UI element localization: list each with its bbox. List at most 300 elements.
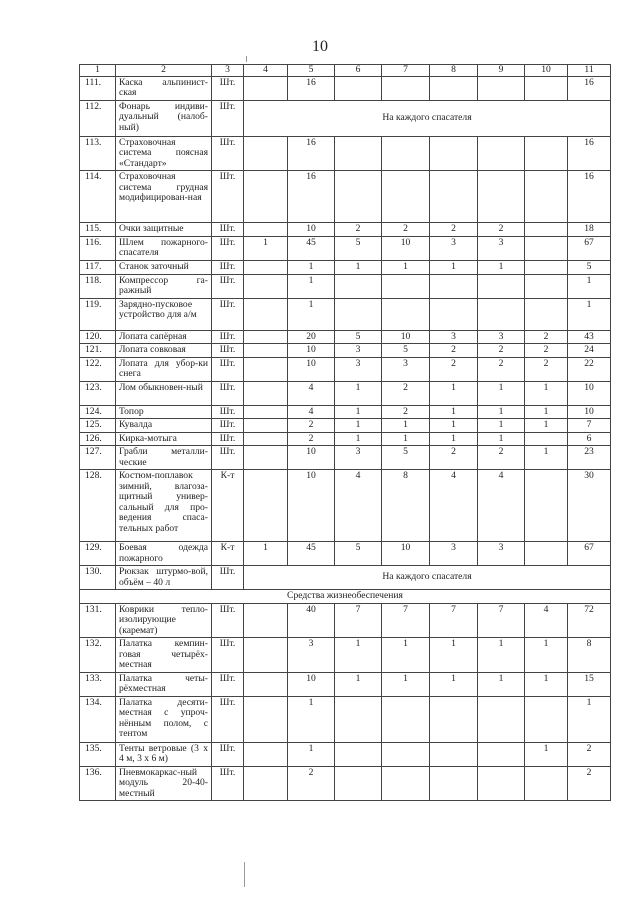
unit-cell: Шт. (212, 357, 244, 381)
quantity-cell: 10 (382, 542, 430, 566)
quantity-cell (430, 742, 478, 766)
table-section (80, 590, 611, 604)
item-name: Страховочная система грудная модифицирован-ная (116, 171, 212, 223)
quantity-cell (525, 298, 568, 330)
quantity-cell: 2 (478, 357, 525, 381)
quantity-cell (478, 766, 525, 801)
quantity-cell (525, 274, 568, 298)
page-number: 10 (312, 38, 328, 55)
quantity-cell: 2 (525, 330, 568, 344)
quantity-cell (244, 274, 288, 298)
unit-cell: Шт. (212, 274, 244, 298)
item-name: Фонарь индиви-дуальный (налоб-ный) (116, 100, 212, 136)
quantity-cell: 10 (288, 357, 335, 381)
quantity-cell: 20 (288, 330, 335, 344)
quantity-cell: 4 (288, 381, 335, 405)
quantity-cell (525, 76, 568, 100)
quantity-cell: 16 (288, 76, 335, 100)
header-cell: 5 (288, 65, 335, 77)
table-row (80, 405, 611, 419)
header-cell: 9 (478, 65, 525, 77)
quantity-cell: 7 (335, 603, 382, 638)
unit-cell: Шт. (212, 381, 244, 405)
quantity-cell: 1 (478, 432, 525, 446)
quantity-cell: 1 (525, 381, 568, 405)
total-cell: 2 (568, 742, 611, 766)
unit-cell: Шт. (212, 638, 244, 673)
table-row (80, 236, 611, 260)
table-row (80, 603, 611, 638)
quantity-cell (525, 223, 568, 237)
quantity-cell: 1 (525, 419, 568, 433)
quantity-cell: 1 (430, 672, 478, 696)
item-name: Лопата сапёрная (116, 330, 212, 344)
quantity-cell (335, 298, 382, 330)
row-number: 119. (80, 298, 116, 330)
inventory-table (79, 64, 611, 801)
quantity-cell: 4 (525, 603, 568, 638)
quantity-cell: 1 (288, 298, 335, 330)
quantity-cell: 3 (382, 357, 430, 381)
quantity-cell: 1 (430, 381, 478, 405)
quantity-cell: 3 (430, 330, 478, 344)
quantity-cell (335, 274, 382, 298)
table-row (80, 260, 611, 274)
quantity-cell: 3 (430, 236, 478, 260)
quantity-cell: 10 (288, 223, 335, 237)
table-row (80, 470, 611, 542)
quantity-cell: 1 (430, 432, 478, 446)
quantity-cell: 2 (525, 357, 568, 381)
quantity-cell: 1 (244, 542, 288, 566)
row-number: 134. (80, 696, 116, 742)
quantity-cell: 10 (288, 446, 335, 470)
quantity-cell: 2 (478, 223, 525, 237)
quantity-cell: 1 (335, 672, 382, 696)
row-number: 122. (80, 357, 116, 381)
quantity-cell: 2 (430, 223, 478, 237)
total-cell: 22 (568, 357, 611, 381)
quantity-cell: 10 (288, 470, 335, 542)
total-cell: 16 (568, 171, 611, 223)
quantity-cell (382, 298, 430, 330)
quantity-cell (244, 696, 288, 742)
total-cell: 24 (568, 344, 611, 358)
quantity-cell: 1 (525, 742, 568, 766)
quantity-cell: 5 (382, 446, 430, 470)
quantity-cell: 1 (335, 419, 382, 433)
quantity-cell: 1 (382, 260, 430, 274)
header-cell: 3 (212, 65, 244, 77)
unit-cell: Шт. (212, 419, 244, 433)
table-row (80, 298, 611, 330)
total-cell: 15 (568, 672, 611, 696)
quantity-cell: 1 (478, 638, 525, 673)
item-name: Рюкзак штурмо-вой, объём – 40 л (116, 566, 212, 590)
quantity-cell (244, 638, 288, 673)
table-row (80, 171, 611, 223)
total-cell: 67 (568, 236, 611, 260)
unit-cell: Шт. (212, 603, 244, 638)
unit-cell: Шт. (212, 742, 244, 766)
item-name: Станок заточный (116, 260, 212, 274)
table-row (80, 136, 611, 171)
row-number: 131. (80, 603, 116, 638)
header-cell: 11 (568, 65, 611, 77)
quantity-cell: 10 (288, 672, 335, 696)
quantity-cell (244, 766, 288, 801)
row-number: 118. (80, 274, 116, 298)
quantity-cell: 5 (335, 236, 382, 260)
per-rescuer-note: На каждого спасателя (244, 566, 611, 590)
quantity-cell: 3 (430, 542, 478, 566)
quantity-cell (244, 603, 288, 638)
quantity-cell (430, 274, 478, 298)
item-name: Пневмокаркас-ный модуль 20-40-местный (116, 766, 212, 801)
table-row (80, 381, 611, 405)
quantity-cell (244, 260, 288, 274)
unit-cell: Шт. (212, 766, 244, 801)
quantity-cell: 5 (335, 330, 382, 344)
quantity-cell: 1 (288, 742, 335, 766)
quantity-cell: 1 (382, 419, 430, 433)
unit-cell: Шт. (212, 298, 244, 330)
quantity-cell (478, 76, 525, 100)
table-body-equipment (80, 65, 611, 590)
row-number: 136. (80, 766, 116, 801)
quantity-cell: 4 (478, 470, 525, 542)
table-row (80, 432, 611, 446)
quantity-cell: 7 (430, 603, 478, 638)
quantity-cell: 1 (525, 405, 568, 419)
quantity-cell: 7 (382, 603, 430, 638)
quantity-cell: 1 (335, 381, 382, 405)
quantity-cell: 1 (525, 638, 568, 673)
quantity-cell: 1 (244, 236, 288, 260)
item-name: Палатка кемпин-говая четырёх-местная (116, 638, 212, 673)
quantity-cell: 1 (478, 419, 525, 433)
table-row (80, 638, 611, 673)
total-cell: 30 (568, 470, 611, 542)
item-name: Коврики тепло-изолирующие (каремат) (116, 603, 212, 638)
quantity-cell (525, 260, 568, 274)
unit-cell: Шт. (212, 223, 244, 237)
unit-cell: К-т (212, 470, 244, 542)
row-number: 135. (80, 742, 116, 766)
total-cell: 5 (568, 260, 611, 274)
quantity-cell (244, 419, 288, 433)
row-number: 113. (80, 136, 116, 171)
quantity-cell (525, 171, 568, 223)
table-row (80, 446, 611, 470)
quantity-cell (525, 696, 568, 742)
quantity-cell (382, 274, 430, 298)
unit-cell: Шт. (212, 405, 244, 419)
quantity-cell: 3 (288, 638, 335, 673)
quantity-cell: 1 (430, 405, 478, 419)
quantity-cell: 1 (525, 672, 568, 696)
row-number: 128. (80, 470, 116, 542)
table-row (80, 672, 611, 696)
quantity-cell: 1 (478, 381, 525, 405)
quantity-cell: 3 (335, 344, 382, 358)
item-name: Тенты ветровые (3 х 4 м, 3 х 6 м) (116, 742, 212, 766)
total-cell: 2 (568, 766, 611, 801)
total-cell: 16 (568, 76, 611, 100)
quantity-cell (335, 76, 382, 100)
table-row (80, 696, 611, 742)
quantity-cell: 2 (478, 344, 525, 358)
row-number: 133. (80, 672, 116, 696)
quantity-cell (244, 446, 288, 470)
quantity-cell (244, 470, 288, 542)
quantity-cell (335, 766, 382, 801)
quantity-cell (382, 742, 430, 766)
quantity-cell (382, 76, 430, 100)
quantity-cell: 3 (335, 357, 382, 381)
quantity-cell: 1 (382, 432, 430, 446)
item-name: Костюм-поплавок зимний, влагоза-щитный универ-сальный для про-ведения спаса-тельных работ (116, 470, 212, 542)
quantity-cell: 5 (382, 344, 430, 358)
item-name: Компрессор га-ражный (116, 274, 212, 298)
item-name: Палатка четы-рёхместная (116, 672, 212, 696)
total-cell: 1 (568, 274, 611, 298)
quantity-cell: 1 (288, 696, 335, 742)
quantity-cell (244, 76, 288, 100)
total-cell: 8 (568, 638, 611, 673)
quantity-cell: 1 (335, 405, 382, 419)
quantity-cell: 45 (288, 236, 335, 260)
total-cell: 6 (568, 432, 611, 446)
quantity-cell: 2 (478, 446, 525, 470)
quantity-cell (244, 742, 288, 766)
quantity-cell: 1 (430, 419, 478, 433)
unit-cell: Шт. (212, 432, 244, 446)
item-name: Очки защитные (116, 223, 212, 237)
table-body-life-support (80, 603, 611, 801)
quantity-cell: 2 (430, 344, 478, 358)
unit-cell: Шт. (212, 236, 244, 260)
quantity-cell: 7 (478, 603, 525, 638)
quantity-cell: 1 (478, 260, 525, 274)
unit-cell: Шт. (212, 76, 244, 100)
row-number: 117. (80, 260, 116, 274)
item-name: Кувалда (116, 419, 212, 433)
quantity-cell: 2 (382, 381, 430, 405)
row-number: 116. (80, 236, 116, 260)
quantity-cell (335, 136, 382, 171)
item-name: Боевая одежда пожарного (116, 542, 212, 566)
quantity-cell: 2 (525, 344, 568, 358)
quantity-cell (244, 330, 288, 344)
quantity-cell (430, 136, 478, 171)
row-number: 123. (80, 381, 116, 405)
total-cell: 16 (568, 136, 611, 171)
table-row (80, 76, 611, 100)
quantity-cell (478, 742, 525, 766)
total-cell: 67 (568, 542, 611, 566)
row-number: 112. (80, 100, 116, 136)
scan-mark-bottom (244, 862, 245, 887)
quantity-cell: 4 (430, 470, 478, 542)
unit-cell: Шт. (212, 171, 244, 223)
quantity-cell: 45 (288, 542, 335, 566)
row-number: 126. (80, 432, 116, 446)
item-name: Кирка-мотыга (116, 432, 212, 446)
row-number: 125. (80, 419, 116, 433)
quantity-cell (335, 696, 382, 742)
quantity-cell (430, 696, 478, 742)
quantity-cell: 10 (288, 344, 335, 358)
quantity-cell: 10 (382, 236, 430, 260)
quantity-cell (244, 171, 288, 223)
quantity-cell (382, 766, 430, 801)
quantity-cell: 1 (288, 260, 335, 274)
table-row (80, 742, 611, 766)
unit-cell: Шт. (212, 260, 244, 274)
quantity-cell (382, 136, 430, 171)
quantity-cell (478, 696, 525, 742)
quantity-cell: 1 (430, 638, 478, 673)
quantity-cell: 3 (478, 542, 525, 566)
quantity-cell: 2 (288, 432, 335, 446)
quantity-cell: 2 (430, 446, 478, 470)
quantity-cell (525, 766, 568, 801)
table-row (80, 766, 611, 801)
quantity-cell (335, 742, 382, 766)
quantity-cell: 4 (335, 470, 382, 542)
item-name: Страховочная система поясная «Стандарт» (116, 136, 212, 171)
quantity-cell: 3 (478, 330, 525, 344)
unit-cell: Шт. (212, 344, 244, 358)
header-cell: 7 (382, 65, 430, 77)
quantity-cell: 10 (382, 330, 430, 344)
quantity-cell: 1 (478, 405, 525, 419)
quantity-cell: 1 (525, 446, 568, 470)
item-name: Лопата для убор-ки снега (116, 357, 212, 381)
quantity-cell (335, 171, 382, 223)
quantity-cell: 4 (288, 405, 335, 419)
item-name: Палатка десяти-местная с упроч-нённым полом, с тентом (116, 696, 212, 742)
row-number: 124. (80, 405, 116, 419)
row-number: 130. (80, 566, 116, 590)
total-cell: 10 (568, 405, 611, 419)
quantity-cell (478, 274, 525, 298)
unit-cell: К-т (212, 542, 244, 566)
quantity-cell (244, 344, 288, 358)
header-cell: 1 (80, 65, 116, 77)
quantity-cell (478, 171, 525, 223)
table-row (80, 357, 611, 381)
quantity-cell: 2 (382, 405, 430, 419)
table-row (80, 344, 611, 358)
quantity-cell (430, 766, 478, 801)
quantity-cell (244, 136, 288, 171)
header-cell: 4 (244, 65, 288, 77)
table-row (80, 100, 611, 136)
total-cell: 18 (568, 223, 611, 237)
unit-cell: Шт. (212, 446, 244, 470)
per-rescuer-note: На каждого спасателя (244, 100, 611, 136)
quantity-cell: 5 (335, 542, 382, 566)
item-name: Лом обыкновен-ный (116, 381, 212, 405)
quantity-cell: 3 (478, 236, 525, 260)
item-name: Топор (116, 405, 212, 419)
header-row (80, 65, 611, 77)
quantity-cell: 40 (288, 603, 335, 638)
quantity-cell (382, 171, 430, 223)
header-cell: 10 (525, 65, 568, 77)
quantity-cell: 2 (430, 357, 478, 381)
quantity-cell (525, 236, 568, 260)
quantity-cell (244, 357, 288, 381)
quantity-cell (478, 298, 525, 330)
table-row (80, 330, 611, 344)
quantity-cell (244, 223, 288, 237)
item-name: Шлем пожарного-спасателя (116, 236, 212, 260)
quantity-cell: 2 (335, 223, 382, 237)
quantity-cell (478, 136, 525, 171)
row-number: 115. (80, 223, 116, 237)
section-title: Средства жизнеобеспечения (80, 590, 611, 604)
quantity-cell: 2 (288, 766, 335, 801)
quantity-cell (244, 405, 288, 419)
scan-mark-top (246, 56, 247, 62)
header-cell: 8 (430, 65, 478, 77)
item-name: Лопата совковая (116, 344, 212, 358)
unit-cell: Шт. (212, 672, 244, 696)
quantity-cell: 1 (288, 274, 335, 298)
total-cell: 1 (568, 696, 611, 742)
total-cell: 23 (568, 446, 611, 470)
quantity-cell (244, 672, 288, 696)
quantity-cell: 2 (382, 223, 430, 237)
quantity-cell: 2 (288, 419, 335, 433)
row-number: 121. (80, 344, 116, 358)
table-row (80, 274, 611, 298)
quantity-cell: 1 (382, 672, 430, 696)
quantity-cell: 1 (430, 260, 478, 274)
quantity-cell (525, 136, 568, 171)
quantity-cell (525, 542, 568, 566)
quantity-cell (244, 298, 288, 330)
total-cell: 1 (568, 298, 611, 330)
table-row (80, 223, 611, 237)
unit-cell: Шт. (212, 136, 244, 171)
total-cell: 72 (568, 603, 611, 638)
total-cell: 43 (568, 330, 611, 344)
quantity-cell (244, 432, 288, 446)
table-row (80, 542, 611, 566)
table-row (80, 566, 611, 590)
unit-cell: Шт. (212, 100, 244, 136)
quantity-cell: 8 (382, 470, 430, 542)
header-cell: 2 (116, 65, 212, 77)
item-name: Зарядно-пусковое устройство для а/м (116, 298, 212, 330)
quantity-cell: 3 (335, 446, 382, 470)
quantity-cell (430, 298, 478, 330)
row-number: 114. (80, 171, 116, 223)
row-number: 129. (80, 542, 116, 566)
unit-cell: Шт. (212, 566, 244, 590)
item-name: Грабли металли-ческие (116, 446, 212, 470)
quantity-cell: 1 (335, 638, 382, 673)
item-name: Каска альпинист-ская (116, 76, 212, 100)
header-cell: 6 (335, 65, 382, 77)
unit-cell: Шт. (212, 696, 244, 742)
row-number: 127. (80, 446, 116, 470)
row-number: 132. (80, 638, 116, 673)
